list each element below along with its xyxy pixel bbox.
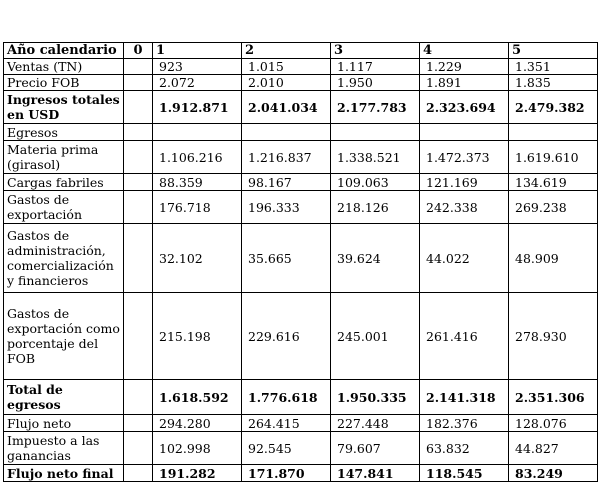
row-gastos-admin [4, 224, 598, 293]
year-3: 3 [331, 43, 420, 59]
row-flujo-neto [4, 415, 598, 432]
empty-cell [124, 75, 153, 91]
row-gastos-exportacion [4, 191, 598, 224]
cell: 229.616 [242, 293, 331, 380]
cell: 109.063 [331, 174, 420, 191]
row-label: Gastos de exportación como porcentaje del FOB [4, 293, 124, 380]
cell: 44.022 [420, 224, 509, 293]
cell: 102.998 [153, 432, 242, 465]
cell: 92.545 [242, 432, 331, 465]
year-1: 1 [153, 43, 242, 59]
cell: 278.930 [509, 293, 598, 380]
row-flujo-neto-final [4, 465, 598, 482]
cell: 2.323.694 [420, 91, 509, 124]
cell: 79.607 [331, 432, 420, 465]
row-label: Total de egresos [4, 380, 124, 415]
cell: 1.835 [509, 75, 598, 91]
cell: 264.415 [242, 415, 331, 432]
empty-cell [420, 124, 509, 141]
row-label: Egresos [4, 124, 124, 141]
cell: 63.832 [420, 432, 509, 465]
year-2: 2 [242, 43, 331, 59]
cell: 261.416 [420, 293, 509, 380]
cell: 1.950 [331, 75, 420, 91]
cell: 1.472.373 [420, 141, 509, 174]
cell: 269.238 [509, 191, 598, 224]
empty-cell [124, 191, 153, 224]
cell: 2.141.318 [420, 380, 509, 415]
row-label: Ventas (TN) [4, 59, 124, 75]
cell: 182.376 [420, 415, 509, 432]
cell: 196.333 [242, 191, 331, 224]
cell: 88.359 [153, 174, 242, 191]
row-label: Cargas fabriles [4, 174, 124, 191]
row-egresos [4, 124, 598, 141]
row-label: Gastos de exportación [4, 191, 124, 224]
cell: 48.909 [509, 224, 598, 293]
cell: 245.001 [331, 293, 420, 380]
row-ventas [4, 59, 598, 75]
row-label: Ingresos totales en USD [4, 91, 124, 124]
cash-flow-table [3, 42, 598, 482]
cell: 1.117 [331, 59, 420, 75]
cell: 98.167 [242, 174, 331, 191]
cell: 176.718 [153, 191, 242, 224]
cell: 923 [153, 59, 242, 75]
cell: 1.891 [420, 75, 509, 91]
empty-cell [124, 224, 153, 293]
cell: 218.126 [331, 191, 420, 224]
empty-cell [509, 124, 598, 141]
cell: 1.776.618 [242, 380, 331, 415]
cell: 147.841 [331, 465, 420, 482]
empty-cell [124, 415, 153, 432]
empty-cell [124, 465, 153, 482]
cell: 39.624 [331, 224, 420, 293]
row-label: Flujo neto final [4, 465, 124, 482]
cell: 128.076 [509, 415, 598, 432]
row-label: Gastos de administración, comercialización y financieros [4, 224, 124, 293]
cell: 191.282 [153, 465, 242, 482]
row-total-egresos [4, 380, 598, 415]
year-0: 0 [124, 43, 153, 59]
cell: 1.338.521 [331, 141, 420, 174]
cell: 2.010 [242, 75, 331, 91]
cell: 1.912.871 [153, 91, 242, 124]
cell: 134.619 [509, 174, 598, 191]
cell: 121.169 [420, 174, 509, 191]
empty-cell [124, 124, 153, 141]
empty-cell [124, 141, 153, 174]
cell: 1.229 [420, 59, 509, 75]
empty-cell [124, 432, 153, 465]
row-materia-prima [4, 141, 598, 174]
cell: 1.351 [509, 59, 598, 75]
empty-cell [331, 124, 420, 141]
cell: 2.177.783 [331, 91, 420, 124]
cell: 1.106.216 [153, 141, 242, 174]
cell: 118.545 [420, 465, 509, 482]
cell: 2.072 [153, 75, 242, 91]
row-cargas-fabriles [4, 174, 598, 191]
row-label: Materia prima (girasol) [4, 141, 124, 174]
empty-cell [124, 174, 153, 191]
cell: 83.249 [509, 465, 598, 482]
empty-cell [124, 293, 153, 380]
header-row [4, 43, 598, 59]
cell: 1.015 [242, 59, 331, 75]
cell: 215.198 [153, 293, 242, 380]
year-4: 4 [420, 43, 509, 59]
row-impuesto [4, 432, 598, 465]
row-label: Precio FOB [4, 75, 124, 91]
row-label: Impuesto a las ganancias [4, 432, 124, 465]
cell: 1.950.335 [331, 380, 420, 415]
cell: 242.338 [420, 191, 509, 224]
empty-cell [124, 91, 153, 124]
year-5: 5 [509, 43, 598, 59]
header-label: Año calendario [4, 43, 124, 59]
cell: 35.665 [242, 224, 331, 293]
cell: 227.448 [331, 415, 420, 432]
row-label: Flujo neto [4, 415, 124, 432]
cell: 2.479.382 [509, 91, 598, 124]
cell: 1.619.610 [509, 141, 598, 174]
row-gastos-export-pct [4, 293, 598, 380]
cell: 44.827 [509, 432, 598, 465]
cell: 1.618.592 [153, 380, 242, 415]
cell: 294.280 [153, 415, 242, 432]
empty-cell [124, 59, 153, 75]
cell: 1.216.837 [242, 141, 331, 174]
empty-cell [124, 380, 153, 415]
row-precio-fob [4, 75, 598, 91]
cell: 2.041.034 [242, 91, 331, 124]
empty-cell [153, 124, 242, 141]
cell: 171.870 [242, 465, 331, 482]
row-ingresos [4, 91, 598, 124]
empty-cell [242, 124, 331, 141]
cell: 32.102 [153, 224, 242, 293]
cell: 2.351.306 [509, 380, 598, 415]
